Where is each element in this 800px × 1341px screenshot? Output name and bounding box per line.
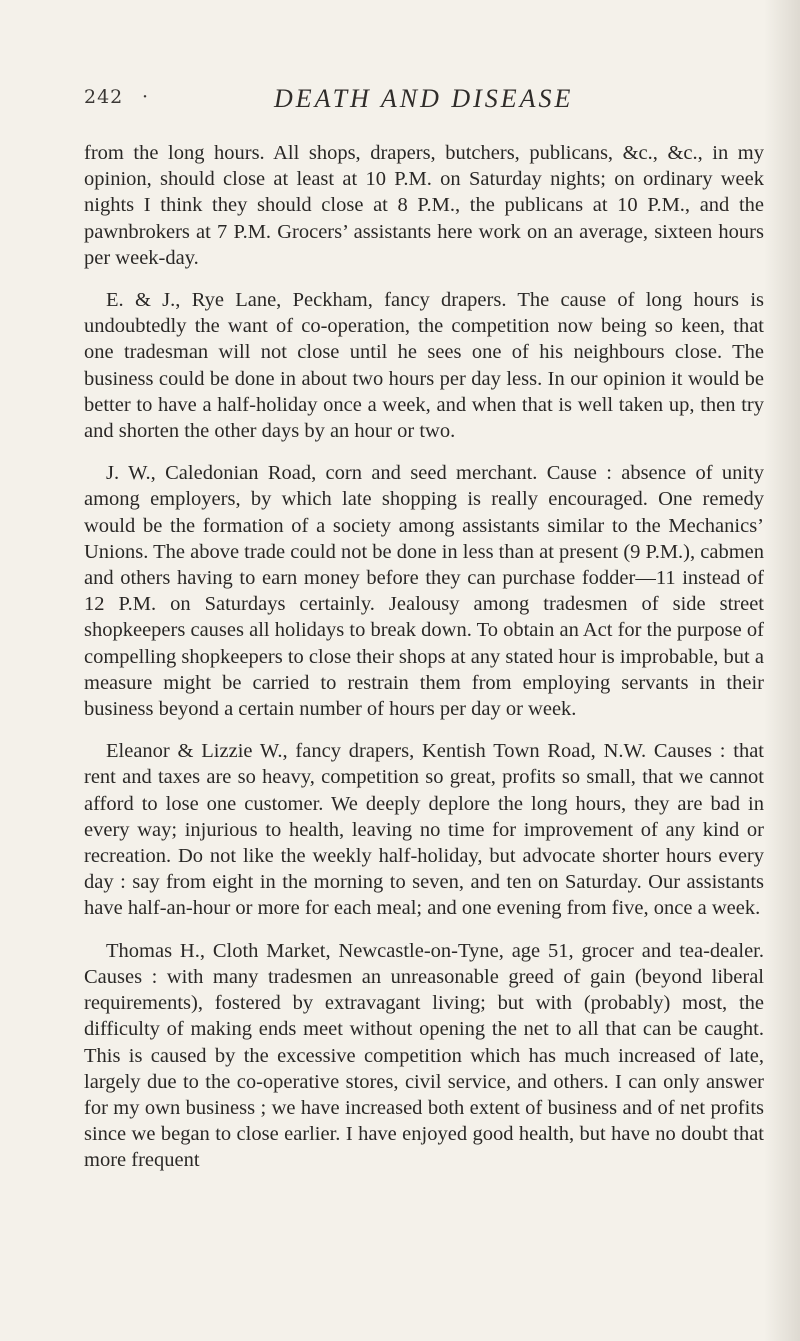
body-text — [84, 140, 764, 1190]
page-edge-shadow — [764, 0, 800, 1341]
paragraph-ej-rye-lane: E. & J., Rye Lane, Peckham, fancy drapers. The cause of long hours is undoubtedly the want of co-operation, the competition now being so keen, that one tradesman will not close until he sees one of his neighbours close. The business could be done in about two hours per day less. In our opinion it would be better to have a half-holiday once a week, and when that is well taken up, then try and shorten the other days by an hour or two. — [84, 289, 764, 443]
running-head — [84, 84, 740, 120]
header-separator: · — [142, 86, 149, 108]
running-title: DEATH AND DISEASE — [274, 84, 574, 113]
paragraph-continuation: from the long hours. All shops, drapers, butchers, publicans, &c., &c., in my opinion, should close at least at 10 P.M. on Saturday nights; on ordinary week nights I think they should close at 8 P.M., the publicans at 10 P.M., and the pawnbrokers at 7 P.M. Grocers’ assistants here work on an average, sixteen hours per week-day. — [84, 142, 764, 269]
paragraph-jw-caledonian-road: J. W., Caledonian Road, corn and seed merchant. Cause : absence of unity among employers, by which late shopping is really encouraged. One remedy would be the formation of a society among assistants similar to the Mechanics’ Unions. The above trade could not be done in less than at present (9 P.M.), cabmen and others having to earn money before they can purchase fodder—11 instead of 12 P.M. on Saturdays certainly. Jealousy among tradesmen of side street shopkeepers causes all holidays to break down. To obtain an Act for the purpose of compelling shopkeepers to close their shops at any stated hour is improbable, but a measure might be carried to restrain them from employing servants in their business beyond a certain number of hours per day or week. — [84, 462, 764, 721]
paragraph-eleanor-lizzie: Eleanor & Lizzie W., fancy drapers, Kentish Town Road, N.W. Causes : that rent and taxes are so heavy, competition so great, profits so small, that we cannot afford to lose one customer. We deeply deplore the long hours, they are bad in every way; injurious to health, leaving no time for improvement of any kind or recreation. Do not like the weekly half-holiday, but advocate shorter hours every day : say from eight in the morning to seven, and ten on Saturday. Our assistants have half-an-hour or more for each meal; and one evening from five, once a week. — [84, 740, 764, 920]
page-number: 242 — [84, 86, 124, 108]
paragraph-thomas-h: Thomas H., Cloth Market, Newcastle-on-Tyne, age 51, grocer and tea-dealer. Causes : with many tradesmen an unreasonable greed of gain (beyond liberal requirements), fostered by extravagant living; but with (probably) most, the difficulty of making ends meet without opening the net to all that can be caught. This is caused by the excessive competition which has much increased of late, largely due to the co-operative stores, civil service, and others. I can only answer for my own business ; we have increased both extent of business and of net profits since we began to close earlier. I have enjoyed good health, but have no doubt that more frequent — [84, 939, 764, 1172]
